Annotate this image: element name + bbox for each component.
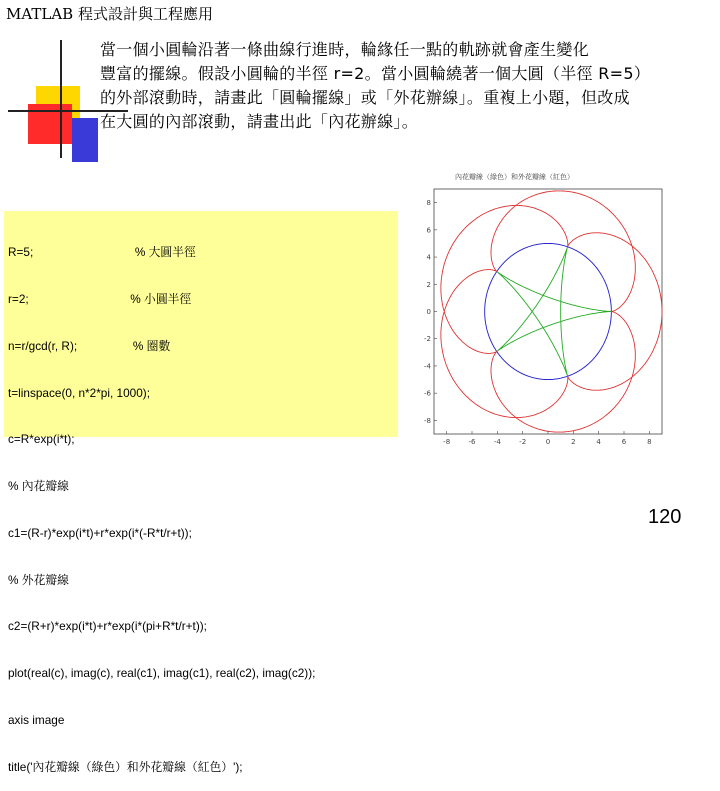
paragraph-line: 當一個小圓輪沿著一條曲線行進時，輪緣任一點的軌跡就會產生變化 [100,40,590,59]
code-line: c=R*exp(i*t); [8,432,75,447]
code-line: r=2; % 小圓半徑 [8,291,192,306]
problem-paragraph [100,38,700,134]
epicycloid-plot [414,181,674,451]
code-line: % 外花瓣線 [8,572,69,587]
code-line: axis image [8,713,65,727]
code-line: plot(real(c), imag(c), real(c1), imag(c1), real(c2), imag(c2)); [8,666,316,681]
y-tick-label: -8 [424,416,431,425]
paragraph-line: 在大圓的內部滾動，請畫出此「內花辦線」。 [100,112,419,131]
code-line: % 內花瓣線 [8,479,69,494]
x-tick-label: 6 [621,438,627,446]
code-line: c1=(R-r)*exp(i*t)+r*exp(i*(-R*t/r+t)); [8,525,192,540]
decor-vertical-line [60,40,62,158]
x-tick-label: 0 [545,438,551,446]
code-line: c2=(R+r)*exp(i*t)+r*exp(i*(pi+R*t/r+t)); [8,619,207,634]
y-tick-label: 4 [426,253,431,262]
y-tick-label: 8 [426,199,431,208]
page-number: 120 [648,506,682,528]
x-tick-label: 4 [596,438,601,446]
code-line: n=r/gcd(r, R); % 圈數 [8,338,171,353]
header-title: MATLAB 程式設計與工程應用 [6,5,213,23]
plot-frame [434,189,662,434]
x-tick-label: -6 [468,438,476,446]
code-line: title('內花瓣線（綠色）和外花瓣線（紅色）'); [8,759,243,774]
x-tick-label: 8 [647,438,652,446]
decor-blue-square [72,118,98,162]
y-tick-label: -4 [424,362,431,371]
y-tick-label: -2 [424,335,431,344]
y-tick-label: -6 [424,389,431,398]
y-tick-label: 2 [426,280,431,289]
y-tick-label: 0 [426,308,431,316]
paragraph-line: 的外部滾動時，請畫此「圓輪擺線」或「外花辦線」。重複上小題，但改成 [100,88,630,107]
plot-title: 內花瓣線（綠色）和外花瓣線（紅色） [455,173,574,181]
code-block [8,214,315,791]
x-tick-label: -2 [519,438,527,446]
x-tick-label: -8 [443,438,451,446]
code-line: t=linspace(0, n*2*pi, 1000); [8,385,150,400]
y-tick-label: 6 [426,226,431,235]
paragraph-line: 豐富的擺線。假設小圓輪的半徑 r=2。當小圓輪繞著一個大圓（半徑 R=5） [100,64,651,83]
code-line: R=5; % 大圓半徑 [8,245,196,260]
x-tick-label: -4 [493,438,501,446]
x-tick-label: 2 [571,438,576,446]
